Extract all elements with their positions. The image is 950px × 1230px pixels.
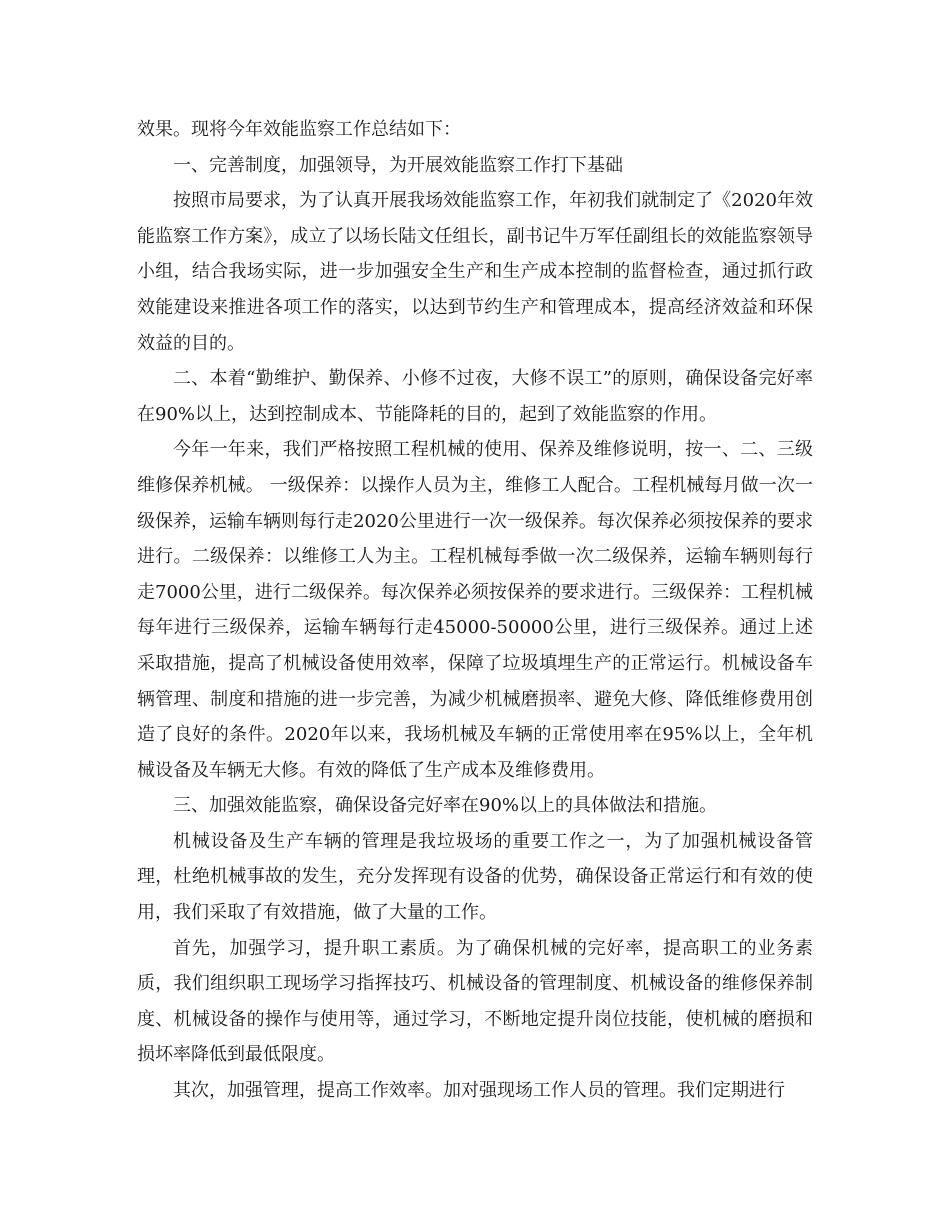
- paragraph: 按照市局要求，为了认真开展我场效能监察工作，年初我们就制定了《2020年效能监察工作方案》，成立了以场长陆文任组长，副书记牛万军任副组长的效能监察领导小组，结合我场实际，进一步加强安全生产和生产成本控制的监督检查，通过抓行政效能建设来推进各项工作的落实，以达到节约生产和管理成本，提高经济效益和环保效益的目的。: [137, 190, 813, 354]
- paragraph: 机械设备及生产车辆的管理是我垃圾场的重要工作之一，为了加强机械设备管理，杜绝机械事故的发生，充分发挥现有设备的优势，确保设备正常运行和有效的使用，我们采取了有效措施，做了大量的工作。: [137, 830, 813, 924]
- section-heading-1: 一、完善制度，加强领导，为开展效能监察工作打下基础: [173, 154, 623, 176]
- paragraph-continuation: 效果。现将今年效能监察工作总结如下：: [137, 119, 461, 140]
- section-heading-3: 三、加强效能监察，确保设备完好率在90%以上的具体做法和措施。: [173, 795, 718, 817]
- paragraph: 其次，加强管理，提高工作效率。加对强现场工作人员的管理。我们定期进行: [173, 1080, 785, 1102]
- section-heading-2: 二、本着“勤维护、勤保养、小修不过夜，大修不误工”的原则，确保设备完好率在90%以上，达到控制成本、节能降耗的目的，起到了效能监察的作用。: [137, 368, 813, 425]
- paragraph: 今年一年来，我们严格按照工程机械的使用、保养及维修说明，按一、二、三级维修保养机械。 一级保养：以操作人员为主，维修工人配合。工程机械每月做一次一级保养，运输车辆则每行走2020公里进行一次一级保养。每次保养必须按保养的要求进行。二级保养：以维修工人为主。工程机械每季做一次二级保养，运输车辆则每行走7000公里，进行二级保养。每次保养必须按保养的要求进行。三级保养：工程机械每年进行三级保养，运输车辆每行走45000-50000公里，进行三级保养。通过上述采取措施，提高了机械设备使用效率，保障了垃圾填埋生产的正常运行。机械设备车辆管理、制度和措施的进一步完善，为减少机械磨损率、避免大修、降低维修费用创造了良好的条件。2020年以来，我场机械及车辆的正常使用率在95%以上，全年机械设备及车辆无大修。有效的降低了生产成本及维修费用。: [137, 439, 813, 781]
- paragraph: 首先，加强学习，提升职工素质。为了确保机械的完好率，提高职工的业务素质，我们组织职工现场学习指挥技巧、机械设备的管理制度、机械设备的维修保养制度、机械设备的操作与使用等，通过学习，不断地定提升岗位技能，使机械的磨损和损坏率降低到最低限度。: [137, 937, 813, 1066]
- document-body: [137, 112, 813, 1109]
